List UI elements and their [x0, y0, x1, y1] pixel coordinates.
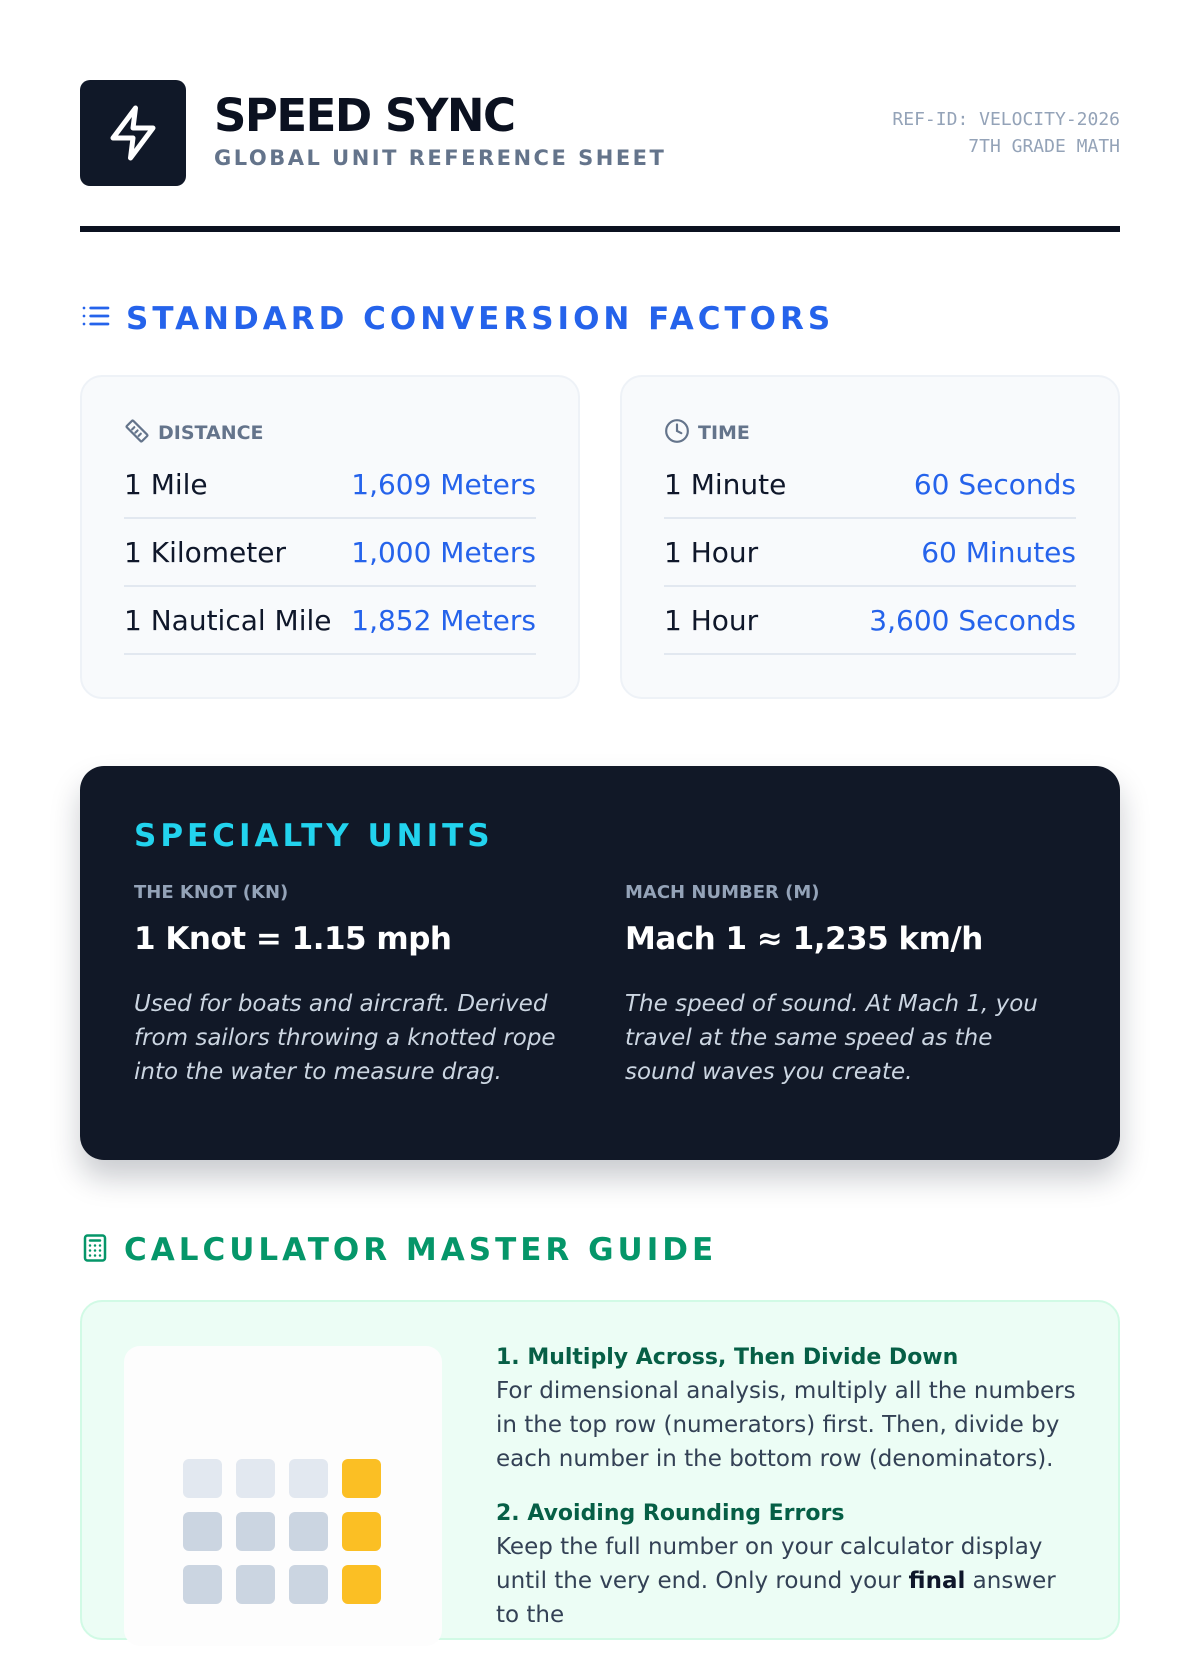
calculator-guide-panel [80, 1300, 1120, 1640]
calculator-key [183, 1459, 222, 1498]
unit-value: 1,609 Meters [351, 467, 536, 501]
tip-text: Keep the full number on your calculator display until the very end. Only round your [496, 1534, 1043, 1594]
table-row [124, 519, 536, 587]
unit-label: 1 Minute [664, 467, 787, 501]
unit-label: 1 Hour [664, 603, 759, 637]
calculator-key [342, 1459, 381, 1498]
knot-equation: 1 Knot = 1.15 mph [134, 921, 452, 957]
tip-text: answer to the [496, 1568, 1056, 1628]
unit-value: 60 Seconds [913, 467, 1076, 501]
unit-value: 1,852 Meters [351, 603, 536, 637]
unit-label: 1 Nautical Mile [124, 603, 332, 637]
distance-card-header [124, 415, 536, 451]
knot-description: Used for boats and aircraft. Derived from sailors throwing a knotted rope into the water to measure drag. [134, 991, 556, 1085]
knot-label: THE KNOT (KN) [134, 882, 289, 903]
time-card-header [664, 415, 1076, 451]
calculator-illustration [124, 1346, 442, 1646]
calculator-key [236, 1565, 275, 1604]
clock-icon [664, 418, 690, 449]
guide-tip [496, 1498, 1076, 1632]
grade-label: 7TH GRADE MATH [968, 136, 1120, 157]
calculator-key [289, 1565, 328, 1604]
lightning-bolt-icon [80, 80, 186, 186]
header-divider [80, 226, 1120, 232]
time-card-title: TIME [698, 422, 750, 444]
guide-section-title: CALCULATOR MASTER GUIDE [124, 1232, 718, 1268]
conversion-section-heading [80, 300, 834, 337]
calculator-key [183, 1565, 222, 1604]
calculator-key [289, 1512, 328, 1551]
guide-section-heading [80, 1232, 717, 1268]
calculator-key [183, 1512, 222, 1551]
unit-label: 1 Mile [124, 467, 208, 501]
list-icon [80, 300, 112, 337]
ruler-icon [124, 418, 150, 449]
calculator-icon [80, 1233, 110, 1268]
calculator-key [289, 1459, 328, 1498]
table-row [124, 451, 536, 519]
unit-label: 1 Hour [664, 535, 759, 569]
tip-title: 2. Avoiding Rounding Errors [496, 1501, 845, 1526]
page-header [80, 80, 1120, 186]
guide-tip [496, 1342, 1076, 1476]
calculator-keypad [183, 1459, 381, 1604]
table-row [664, 451, 1076, 519]
distance-card [80, 375, 580, 699]
time-card [620, 375, 1120, 699]
tip-body [496, 1530, 1076, 1632]
calculator-key [342, 1565, 381, 1604]
mach-description: The speed of sound. At Mach 1, you travel at the same speed as the sound waves you create. [625, 991, 1038, 1085]
calculator-key [236, 1459, 275, 1498]
specialty-section-title: SPECIALTY UNITS [134, 818, 494, 854]
page-title: SPEED SYNC [214, 89, 515, 142]
unit-value: 3,600 Seconds [869, 603, 1076, 637]
tip-body: For dimensional analysis, multiply all the numbers in the top row (numerators) first. Then, divide by each number in the bottom row (denominators). [496, 1378, 1076, 1472]
reference-info [892, 106, 1120, 160]
mach-label: MACH NUMBER (M) [625, 882, 820, 903]
mach-column [625, 882, 1066, 1089]
distance-card-title: DISTANCE [158, 422, 264, 444]
calculator-key [236, 1512, 275, 1551]
tip-title: 1. Multiply Across, Then Divide Down [496, 1345, 959, 1370]
table-row [664, 587, 1076, 655]
table-row [124, 587, 536, 655]
page-subtitle: GLOBAL UNIT REFERENCE SHEET [214, 146, 667, 170]
unit-label: 1 Kilometer [124, 535, 286, 569]
calculator-key [342, 1512, 381, 1551]
brand-block [214, 88, 666, 170]
mach-equation: Mach 1 ≈ 1,235 km/h [625, 921, 983, 957]
specialty-units-panel [80, 766, 1120, 1160]
guide-tips [496, 1342, 1076, 1654]
unit-value: 1,000 Meters [351, 535, 536, 569]
tip-emphasis: final [908, 1568, 966, 1594]
conversion-section-title: STANDARD CONVERSION FACTORS [126, 300, 835, 337]
unit-value: 60 Minutes [921, 535, 1076, 569]
table-row [664, 519, 1076, 587]
knot-column [134, 882, 575, 1089]
reference-id: REF-ID: VELOCITY-2026 [892, 109, 1120, 130]
